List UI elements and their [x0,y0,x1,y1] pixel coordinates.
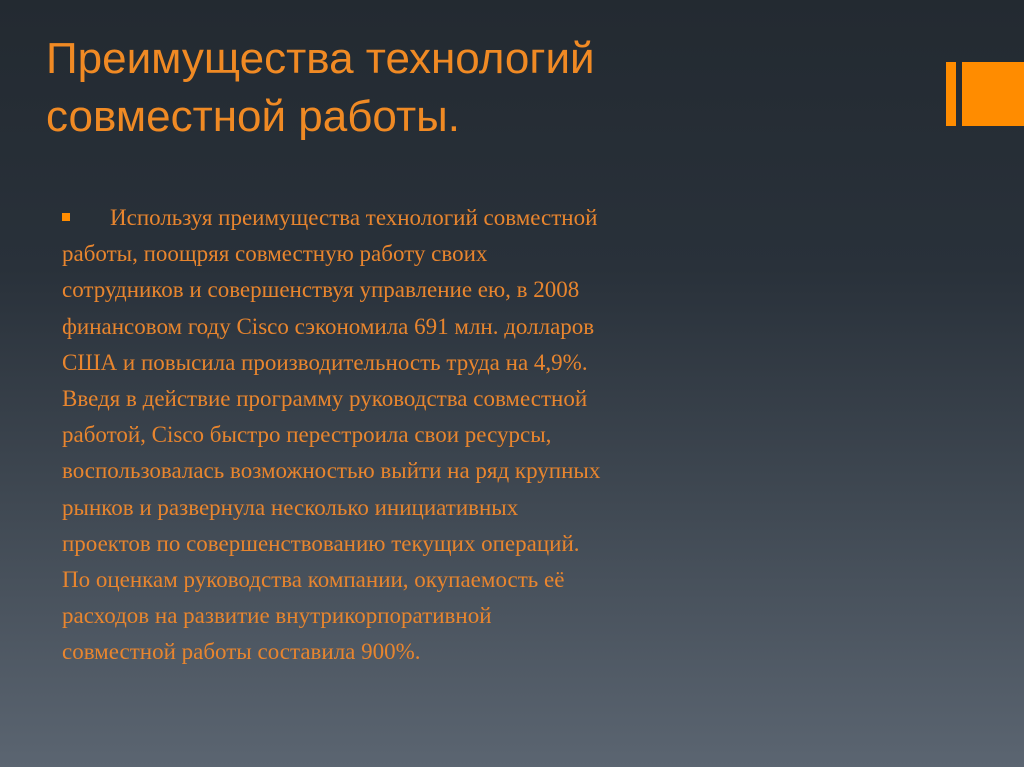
body-line: воспользовалась возможностью выйти на ряд крупных [62,458,601,484]
body-line: проектов по совершенствованию текущих операций. [62,530,580,556]
accent-bar-wide [962,62,1024,126]
body-line [62,200,762,236]
accent-bar-thin [946,62,956,126]
title-line: совместной работы. [46,92,460,141]
slide-body [62,200,762,671]
body-line: США и повысила производительность труда на 4,9%. [62,349,588,375]
body-line: рынков и развернула несколько инициативных [62,494,519,520]
body-line: расходов на развитие внутрикорпоративной [62,603,492,629]
body-line: Введя в действие программу руководства совместной [62,386,588,412]
body-line: совместной работы составила 900%. [62,639,421,665]
body-line: финансовом году Cisco сэкономила 691 млн. долларов [62,313,595,339]
slide-title [46,30,906,146]
body-line: По оценкам руководства компании, окупаемость её [62,567,565,593]
title-line: Преимущества технологий [46,34,595,83]
body-line: сотрудников и совершенствуя управление ею, в 2008 [62,277,580,303]
body-text: Используя преимущества технологий совместной [110,205,598,230]
body-line: работой, Cisco быстро перестроила свои ресурсы, [62,422,552,448]
square-bullet-icon [62,213,70,221]
body-line: работы, поощряя совместную работу своих [62,241,488,267]
